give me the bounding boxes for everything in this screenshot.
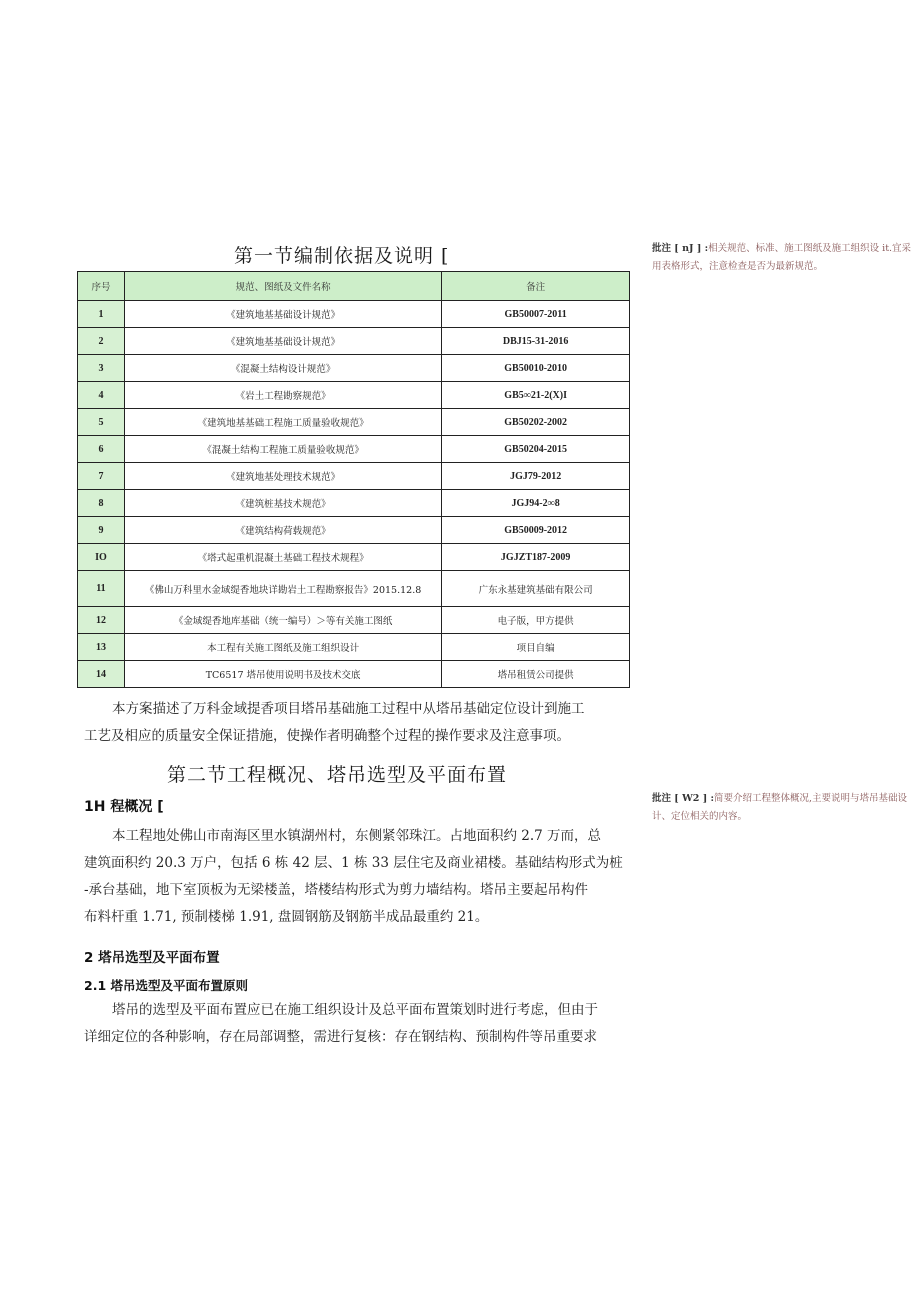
document-name: 《岩土工程勘察规范》 bbox=[124, 382, 441, 409]
section1-title: 第一节编制依据及说明 [ bbox=[234, 245, 450, 267]
table-row bbox=[78, 328, 630, 355]
header-no: 序号 bbox=[78, 272, 125, 301]
table-row bbox=[78, 490, 630, 517]
document-name: 《建筑地基基础设计规范》 bbox=[124, 328, 441, 355]
subsection-2-title: 2 塔吊选型及平面布置 bbox=[84, 950, 220, 966]
subsection-1-title: 1H 程概况 [ bbox=[84, 799, 164, 815]
row-number: 2 bbox=[78, 328, 125, 355]
table-row bbox=[78, 301, 630, 328]
table-row bbox=[78, 661, 630, 688]
document-name: TC6517 塔吊使用说明书及技术交底 bbox=[124, 661, 441, 688]
comment-2-tag: 批注 [ W2 ] : bbox=[652, 793, 715, 804]
section2-title: 第二节工程概况、塔吊选型及平面布置 bbox=[167, 764, 508, 786]
table-row bbox=[78, 382, 630, 409]
document-name: 《建筑地基基础设计规范》 bbox=[124, 301, 441, 328]
overview-line-4: 布料杆重 1.71, 预制楼梯 1.91, 盘圆钢筋及钢筋半成品最重约 21。 bbox=[84, 909, 489, 925]
row-number: IO bbox=[78, 544, 125, 571]
row-number: 5 bbox=[78, 409, 125, 436]
overview-line-2: 建筑面积约 20.3 万户，包括 6 栋 42 层、1 栋 33 层住宅及商业裙楼。基础结构形式为桩 bbox=[84, 855, 623, 871]
document-code: GB50007-2011 bbox=[442, 301, 630, 328]
overview-line-3: -承台基础，地下室顶板为无梁楼盖，塔楼结构形式为剪力墙结构。塔吊主要起吊构件 bbox=[84, 882, 589, 898]
header-remark: 备注 bbox=[442, 272, 630, 301]
comment-1-text: 相关规范、标准、施工图纸及施工组织设 it.宜采用表格形式，注意检查是否为最新规范。 bbox=[652, 243, 912, 272]
intro-line-1: 本方案描述了万科金域提香项目塔吊基础施工过程中从塔吊基础定位设计到施工 bbox=[112, 701, 585, 717]
document-name: 《金域缇香地库基础（统一编号）＞等有关施工图纸 bbox=[124, 607, 441, 634]
document-name: 本工程有关施工图纸及施工组织设计 bbox=[124, 634, 441, 661]
regulations-table bbox=[77, 271, 630, 688]
intro-paragraph bbox=[84, 696, 604, 750]
document-name: 《混凝土结构设计规范》 bbox=[124, 355, 441, 382]
row-number: 12 bbox=[78, 607, 125, 634]
document-code: GB50204-2015 bbox=[442, 436, 630, 463]
row-number: 11 bbox=[78, 571, 125, 607]
document-name: 《建筑地基基础工程施工质量验收规范》 bbox=[124, 409, 441, 436]
overview-paragraph bbox=[84, 823, 623, 931]
row-number: 13 bbox=[78, 634, 125, 661]
row-number: 14 bbox=[78, 661, 125, 688]
document-name: 《建筑地基处理技术规范》 bbox=[124, 463, 441, 490]
comment-1 bbox=[652, 240, 914, 276]
overview-line-1: 本工程地处佛山市南海区里水镇湖州村，东侧紧邻珠江。占地面积约 2.7 万而，总 bbox=[112, 828, 602, 844]
header-name: 规范、图纸及文件名称 bbox=[124, 272, 441, 301]
document-code: JGJ94-2∞8 bbox=[442, 490, 630, 517]
row-number: 6 bbox=[78, 436, 125, 463]
comment-2-text: 简要介绍工程整体概况,主要说明与塔吊基础设计、定位相关的内容。 bbox=[652, 793, 908, 822]
comment-1-tag: 批注 [ nJ ] : bbox=[652, 243, 709, 254]
principle-line-2: 详细定位的各种影响，存在局部调整，需进行复核：存在钢结构、预制构件等吊重要求 bbox=[84, 1029, 597, 1045]
document-name: 《塔式起重机混凝土基础工程技术规程》 bbox=[124, 544, 441, 571]
row-number: 1 bbox=[78, 301, 125, 328]
document-code: 项目自编 bbox=[442, 634, 630, 661]
document-name: 《混凝土结构工程施工质量验收规范》 bbox=[124, 436, 441, 463]
table-row bbox=[78, 634, 630, 661]
document-code: 电子版，甲方提供 bbox=[442, 607, 630, 634]
row-number: 9 bbox=[78, 517, 125, 544]
document-code: GB50009-2012 bbox=[442, 517, 630, 544]
row-number: 8 bbox=[78, 490, 125, 517]
principle-line-1: 塔吊的选型及平面布置应已在施工组织设计及总平面布置策划时进行考虑，但由于 bbox=[112, 1002, 598, 1018]
document-code: 塔吊租赁公司提供 bbox=[442, 661, 630, 688]
document-code: GB5∞21-2(X)I bbox=[442, 382, 630, 409]
document-name: 《建筑桩基技术规范》 bbox=[124, 490, 441, 517]
row-number: 7 bbox=[78, 463, 125, 490]
document-code: JGJ79-2012 bbox=[442, 463, 630, 490]
table-row bbox=[78, 571, 630, 607]
table-row bbox=[78, 436, 630, 463]
table-row bbox=[78, 463, 630, 490]
table-row bbox=[78, 355, 630, 382]
table-row bbox=[78, 607, 630, 634]
document-code: GB50010-2010 bbox=[442, 355, 630, 382]
document-code: 广东永基建筑基础有限公司 bbox=[442, 571, 630, 607]
document-code: DBJ15-31-2016 bbox=[442, 328, 630, 355]
document-name: 《佛山万科里水金域缇香地块详勘岩土工程勘察报告》2015.12.8 bbox=[124, 571, 441, 607]
document-name: 《建筑结构荷载规范》 bbox=[124, 517, 441, 544]
subsection-2-1-title: 2.1 塔吊选型及平面布置原则 bbox=[84, 978, 248, 993]
principle-paragraph bbox=[84, 997, 604, 1051]
document-code: JGJZT187-2009 bbox=[442, 544, 630, 571]
document-code: GB50202-2002 bbox=[442, 409, 630, 436]
comment-2 bbox=[652, 790, 914, 826]
row-number: 4 bbox=[78, 382, 125, 409]
table-row bbox=[78, 517, 630, 544]
row-number: 3 bbox=[78, 355, 125, 382]
table-row bbox=[78, 409, 630, 436]
intro-line-2: 工艺及相应的质量安全保证措施，使操作者明确整个过程的操作要求及注意事项。 bbox=[84, 728, 570, 744]
table-row bbox=[78, 544, 630, 571]
